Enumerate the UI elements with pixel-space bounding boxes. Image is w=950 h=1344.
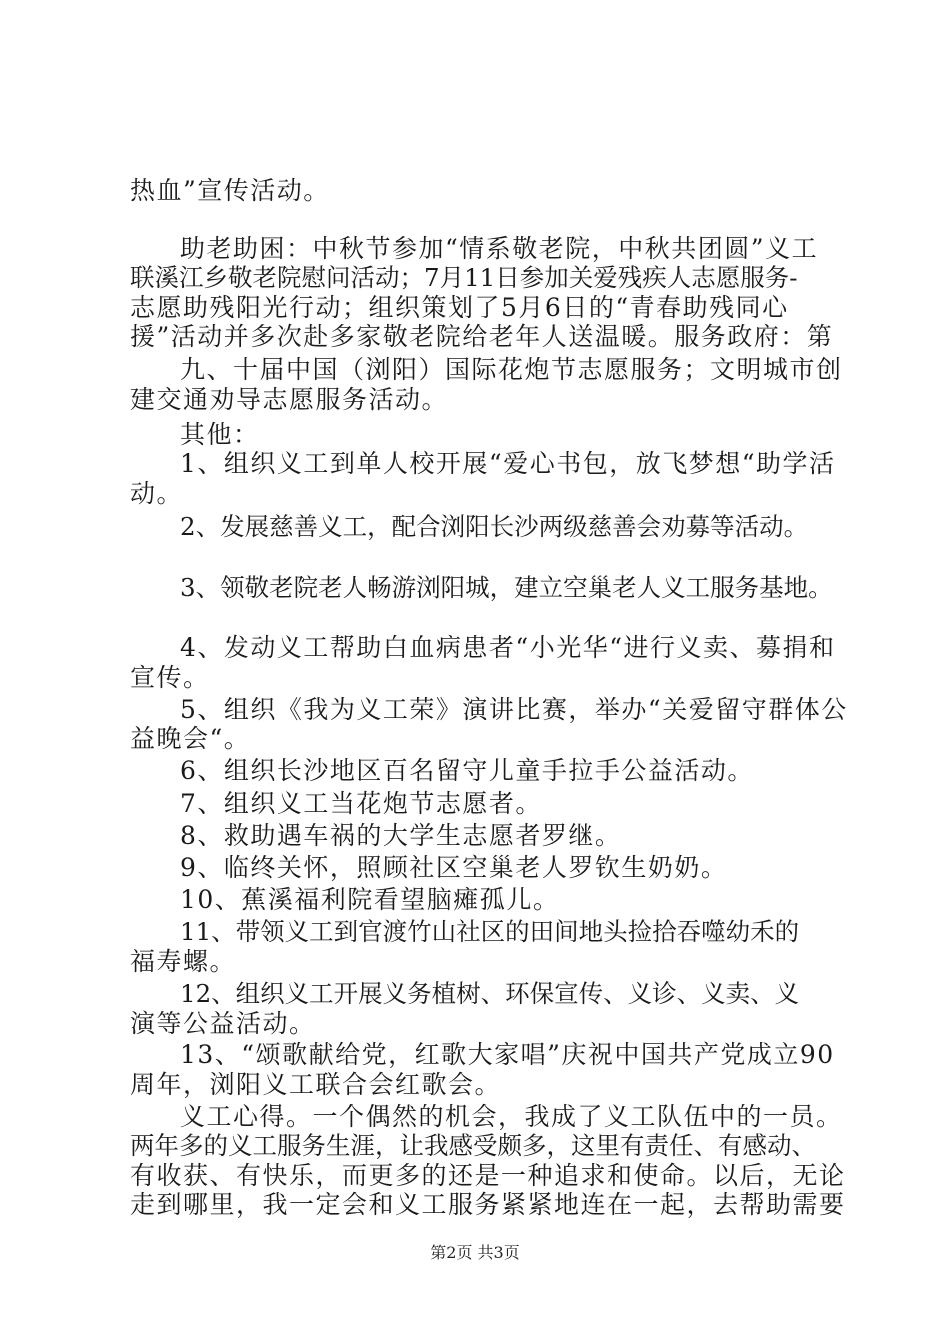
text-line: 助老助困：中秋节参加“情系敬老院，中秋共团圆”义工 <box>180 234 819 263</box>
text-line: 2、发展慈善义工，配合浏阳长沙两级慈善会劝募等活动。 <box>180 512 809 541</box>
text-line: 11、带领义工到官渡竹山社区的田间地头捡拾吞噬幼禾的 <box>180 917 800 946</box>
text-line: 两年多的义工服务生涯，让我感受颇多，这里有责任、有感动、 <box>130 1131 816 1160</box>
text-line: 援”活动并多次赴多家敬老院给老年人送温暖。服务政府：第 <box>130 322 834 351</box>
text-line: 1、组织义工到单人校开展“爱心书包，放飞梦想“助学活 <box>180 449 836 478</box>
text-line: 热血”宣传活动。 <box>130 176 330 205</box>
text-line: 7、组织义工当花炮节志愿者。 <box>180 789 542 818</box>
text-line: 13、“颂歌献给党，红歌大家唱”庆祝中国共产党成立90 <box>180 1040 835 1069</box>
text-line: 5、组织《我为义工荣》演讲比赛，举办“关爱留守群体公 <box>180 695 848 724</box>
text-line: 九、十届中国（浏阳）国际花炮节志愿服务；文明城市创 <box>180 355 843 384</box>
text-line: 8、救助遇车祸的大学生志愿者罗继。 <box>180 821 622 850</box>
text-line: 12、组织义工开展义务植树、环保宣传、义诊、义卖、义 <box>180 979 800 1008</box>
text-line: 建交通劝导志愿服务活动。 <box>130 385 449 414</box>
text-line: 益晚会“。 <box>130 724 251 753</box>
text-line: 9、临终关怀，照顾社区空巢老人罗钦生奶奶。 <box>180 853 728 882</box>
text-line: 联溪江乡敬老院慰问活动；7月11日参加关爱残疾人志愿服务- <box>130 263 798 292</box>
text-line: 其他： <box>180 420 260 449</box>
page-footer: 第2页 共3页 <box>430 1243 520 1262</box>
text-line: 6、组织长沙地区百名留守儿童手拉手公益活动。 <box>180 756 754 785</box>
text-line: 宣传。 <box>130 663 210 692</box>
text-line: 志愿助残阳光行动；组织策划了5月6日的“青春助残同心 <box>130 293 789 322</box>
text-line: 福寿螺。 <box>130 947 237 976</box>
text-line: 演等公益活动。 <box>130 1009 316 1038</box>
text-line: 动。 <box>130 479 184 508</box>
text-line: 义工心得。一个偶然的机会，我成了义工队伍中的一员。 <box>180 1102 843 1131</box>
text-line: 10、蕉溪福利院看望脑瘫孤儿。 <box>180 885 560 914</box>
text-line: 走到哪里，我一定会和义工服务紧紧地连在一起，去帮助需要 <box>130 1190 846 1219</box>
text-line: 有收获、有快乐，而更多的还是一种追求和使命。以后，无论 <box>130 1161 846 1190</box>
text-line: 4、发动义工帮助白血病患者“小光华“进行义卖、募捐和 <box>180 633 836 662</box>
text-line: 3、领敬老院老人畅游浏阳城，建立空巢老人义工服务基地。 <box>180 573 833 602</box>
text-line: 周年，浏阳义工联合会红歌会。 <box>130 1070 502 1099</box>
